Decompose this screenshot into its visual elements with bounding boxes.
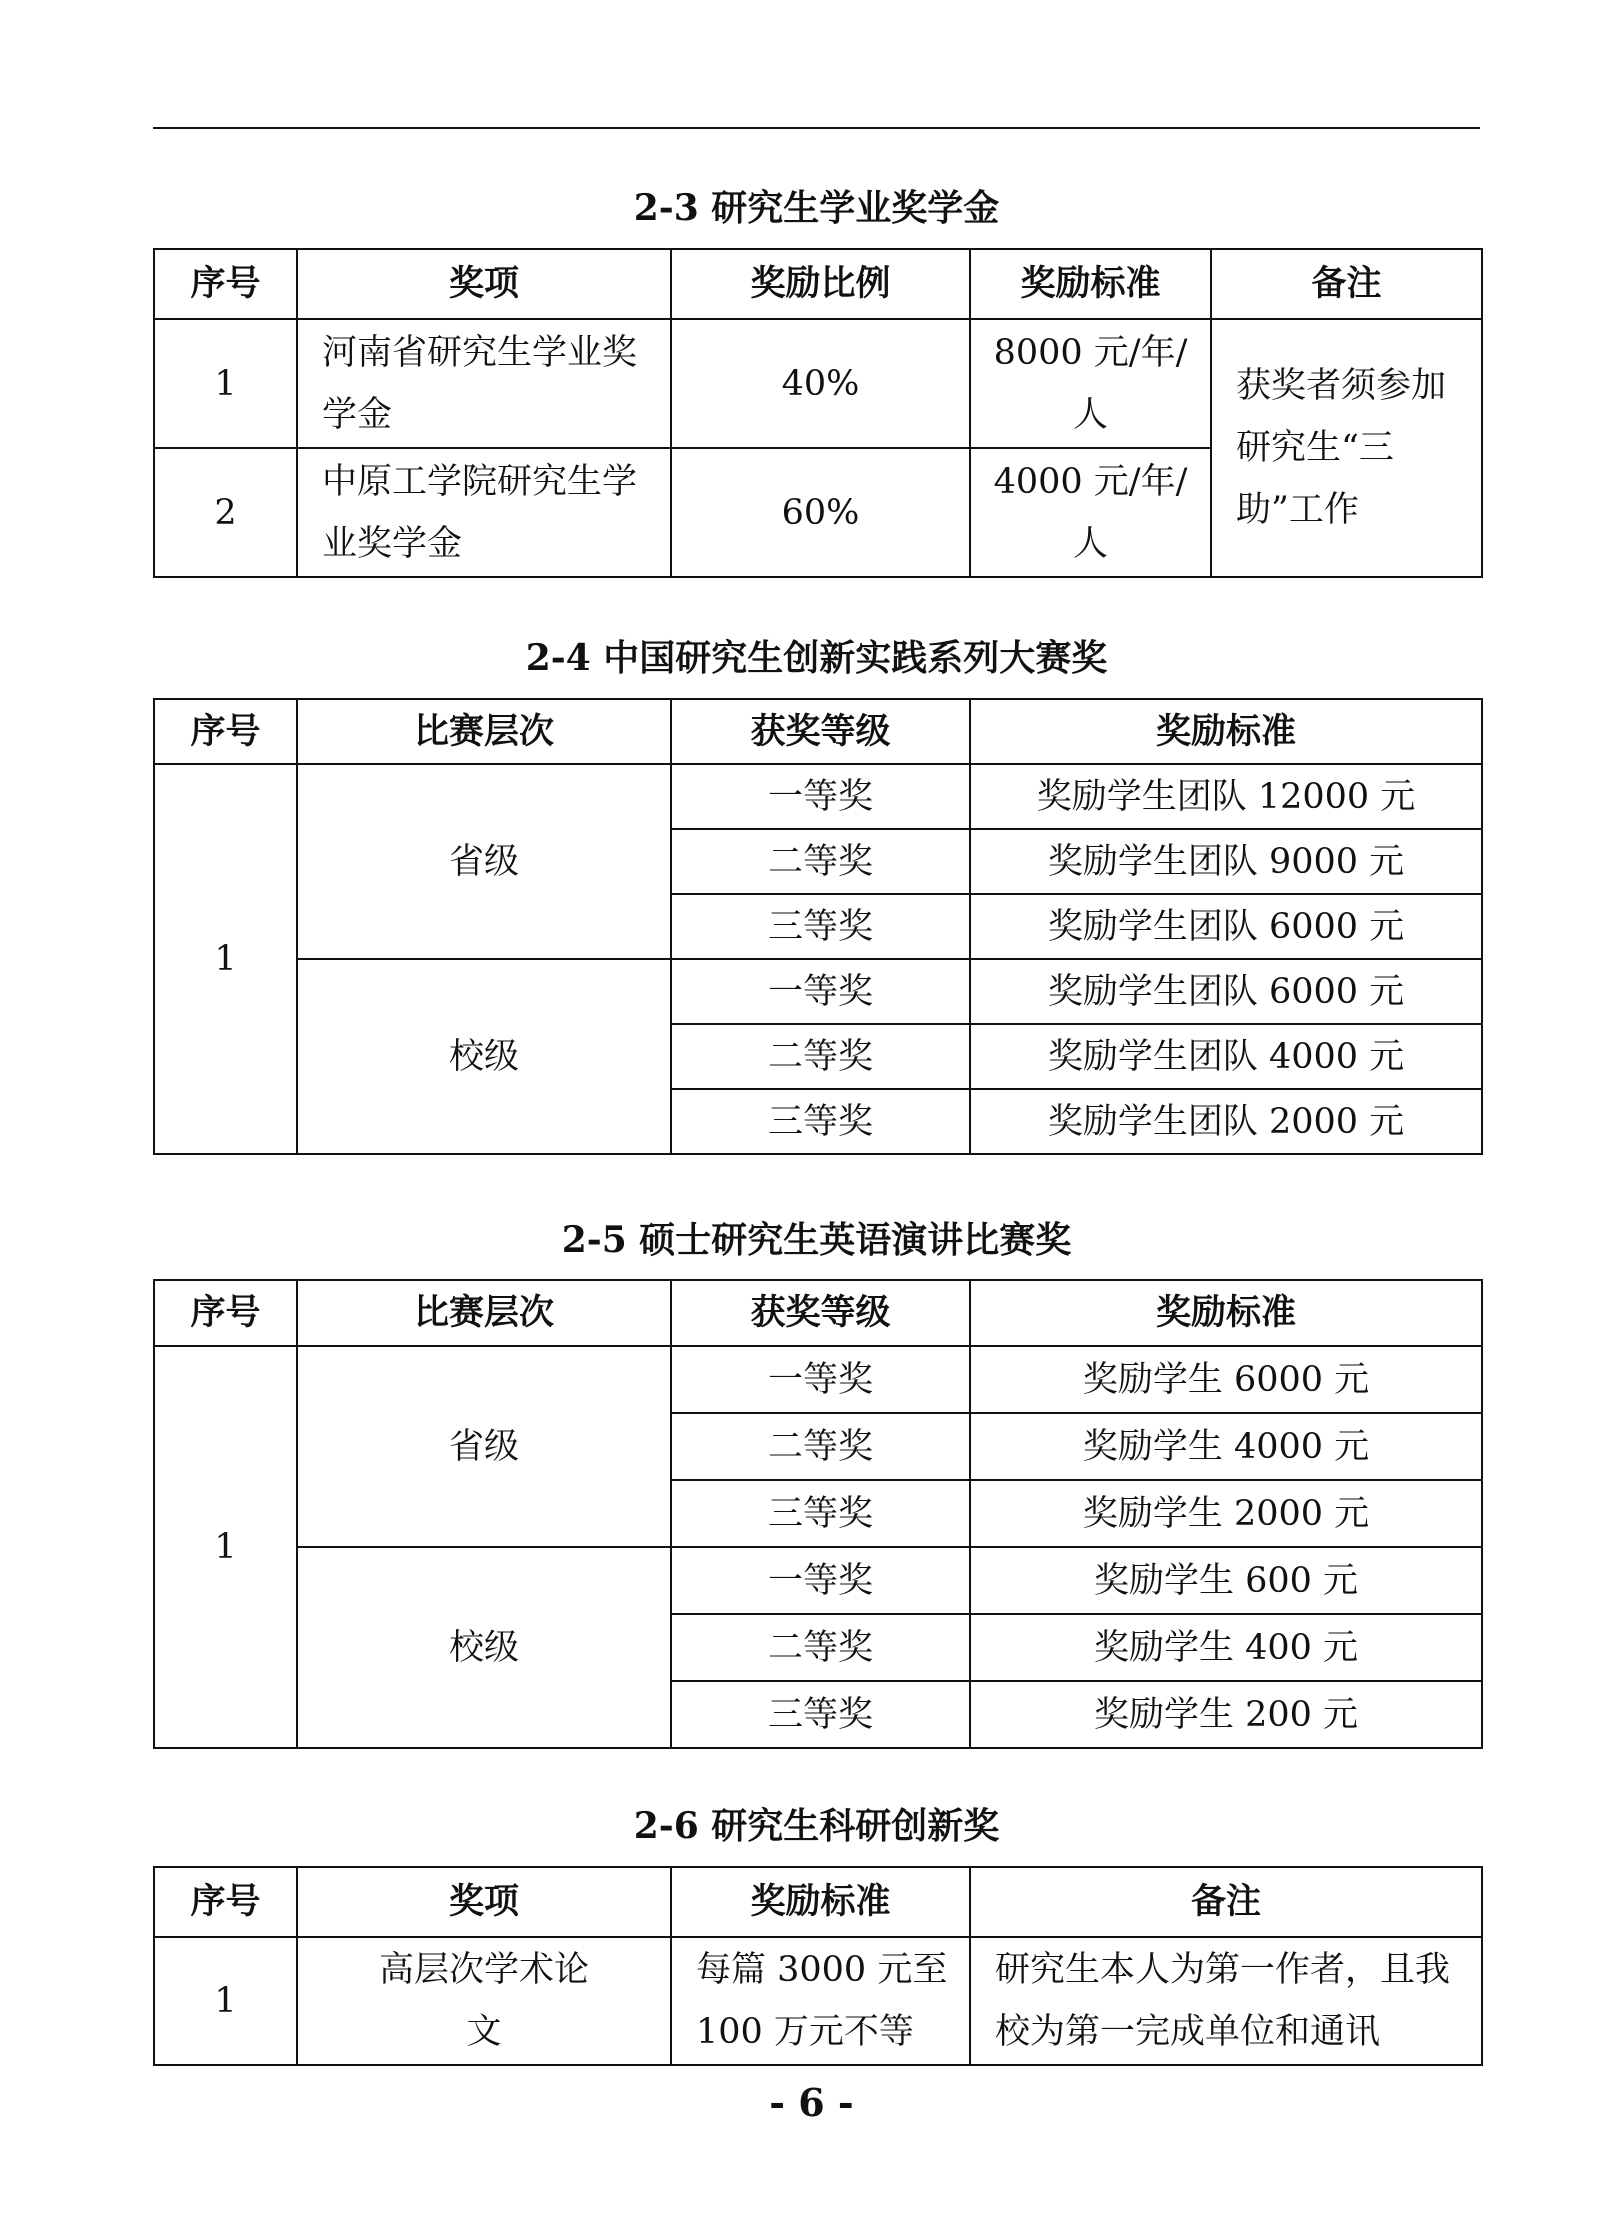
header-cell: 备注 xyxy=(970,1867,1482,1937)
award-grade: 一等奖 xyxy=(671,1547,970,1614)
section-title-2-4: 2-4 中国研究生创新实践系列大赛奖 xyxy=(525,637,1108,679)
award-ratio: 60% xyxy=(671,448,970,577)
row-number: 2 xyxy=(154,448,297,577)
contest-level: 省级 xyxy=(297,764,671,959)
header-cell: 奖励标准 xyxy=(970,249,1211,319)
innovation-contest-table xyxy=(153,698,1483,1155)
award-standard: 奖励学生团队 6000 元 xyxy=(970,959,1482,1024)
table-row xyxy=(154,319,1482,448)
award-grade: 三等奖 xyxy=(671,1681,970,1748)
award-standard: 奖励学生 400 元 xyxy=(970,1614,1482,1681)
award-grade: 三等奖 xyxy=(671,1480,970,1547)
award-grade: 二等奖 xyxy=(671,1413,970,1480)
header-cell: 比赛层次 xyxy=(297,1280,671,1346)
remark: 研究生本人为第一作者，且我校为第一完成单位和通讯 xyxy=(970,1937,1482,2065)
award-standard: 奖励学生团队 6000 元 xyxy=(970,894,1482,959)
table-header-row xyxy=(154,699,1482,764)
table-header-row xyxy=(154,1867,1482,1937)
award-grade: 三等奖 xyxy=(671,1089,970,1154)
award-grade: 二等奖 xyxy=(671,1024,970,1089)
header-cell: 序号 xyxy=(154,1867,297,1937)
award-standard: 奖励学生 200 元 xyxy=(970,1681,1482,1748)
table-row xyxy=(154,764,1482,829)
header-cell: 奖励比例 xyxy=(671,249,970,319)
award-standard: 奖励学生 6000 元 xyxy=(970,1346,1482,1413)
header-cell: 获奖等级 xyxy=(671,1280,970,1346)
header-cell: 序号 xyxy=(154,249,297,319)
section-title-2-5: 2-5 硕士研究生英语演讲比赛奖 xyxy=(561,1219,1072,1261)
award-item: 高层次学术论文 xyxy=(297,1937,671,2065)
award-grade: 二等奖 xyxy=(671,829,970,894)
award-item: 中原工学院研究生学业奖学金 xyxy=(297,448,671,577)
award-item: 河南省研究生学业奖学金 xyxy=(297,319,671,448)
award-grade: 一等奖 xyxy=(671,1346,970,1413)
section-title-2-3: 2-3 研究生学业奖学金 xyxy=(633,187,1000,229)
table-header-row xyxy=(154,249,1482,319)
header-rule xyxy=(153,127,1480,129)
header-cell: 获奖等级 xyxy=(671,699,970,764)
table-row xyxy=(154,1547,1482,1614)
research-innovation-table xyxy=(153,1866,1483,2066)
header-cell: 奖励标准 xyxy=(671,1867,970,1937)
header-cell: 备注 xyxy=(1211,249,1482,319)
contest-level: 省级 xyxy=(297,1346,671,1547)
scholarship-table xyxy=(153,248,1483,578)
header-cell: 奖项 xyxy=(297,249,671,319)
award-standard: 奖励学生团队 12000 元 xyxy=(970,764,1482,829)
award-standard: 奖励学生团队 2000 元 xyxy=(970,1089,1482,1154)
award-standard: 4000 元/年/人 xyxy=(970,448,1211,577)
header-cell: 序号 xyxy=(154,1280,297,1346)
english-speech-table xyxy=(153,1279,1483,1749)
row-number: 1 xyxy=(154,319,297,448)
remark: 获奖者须参加研究生“三助”工作 xyxy=(1211,319,1482,577)
header-cell: 奖项 xyxy=(297,1867,671,1937)
row-number: 1 xyxy=(154,1937,297,2065)
award-standard: 奖励学生 2000 元 xyxy=(970,1480,1482,1547)
award-grade: 一等奖 xyxy=(671,959,970,1024)
table-row xyxy=(154,1346,1482,1413)
section-title-2-6: 2-6 研究生科研创新奖 xyxy=(633,1805,1000,1847)
contest-level: 校级 xyxy=(297,959,671,1154)
header-cell: 奖励标准 xyxy=(970,699,1482,764)
table-row xyxy=(154,1937,1482,2065)
row-number: 1 xyxy=(154,1346,297,1748)
contest-level: 校级 xyxy=(297,1547,671,1748)
award-grade: 二等奖 xyxy=(671,1614,970,1681)
award-ratio: 40% xyxy=(671,319,970,448)
award-standard: 奖励学生 4000 元 xyxy=(970,1413,1482,1480)
header-cell: 奖励标准 xyxy=(970,1280,1482,1346)
award-standard: 奖励学生团队 9000 元 xyxy=(970,829,1482,894)
award-grade: 一等奖 xyxy=(671,764,970,829)
award-standard: 奖励学生 600 元 xyxy=(970,1547,1482,1614)
award-standard: 奖励学生团队 4000 元 xyxy=(970,1024,1482,1089)
table-header-row xyxy=(154,1280,1482,1346)
row-number: 1 xyxy=(154,764,297,1154)
award-standard: 每篇 3000 元至 100 万元不等 xyxy=(671,1937,970,2065)
award-grade: 三等奖 xyxy=(671,894,970,959)
page-number: - 6 - xyxy=(769,2080,854,2125)
header-cell: 序号 xyxy=(154,699,297,764)
header-cell: 比赛层次 xyxy=(297,699,671,764)
table-row xyxy=(154,959,1482,1024)
award-standard: 8000 元/年/人 xyxy=(970,319,1211,448)
